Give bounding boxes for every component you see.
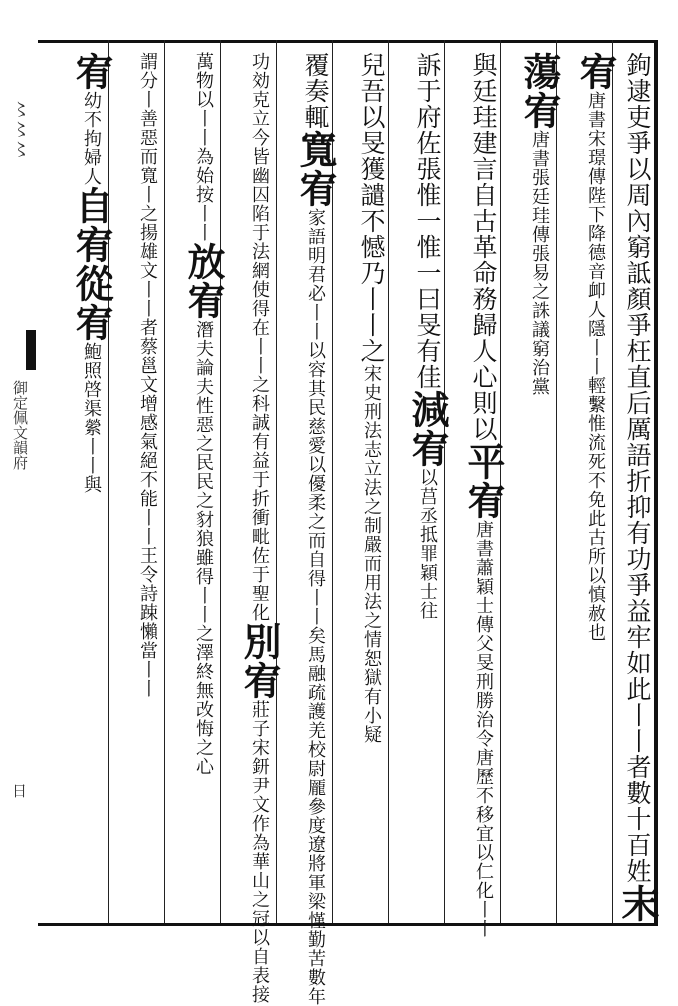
column-text: 莊子宋鈃尹文作為華山之冠以自表接 bbox=[249, 700, 270, 1004]
text-column bbox=[502, 52, 562, 912]
column-text: 功効克立今皆幽囚陷于法網使得在丨丨之科誠有益于折衝毗佐于聖化 bbox=[249, 52, 270, 622]
column-text: 兒吾以旻獲譴不憾乃丨丨之 bbox=[357, 52, 386, 364]
text-column bbox=[278, 52, 338, 1006]
headword: 自宥 bbox=[69, 186, 114, 264]
column-text: 唐書宋璟傳陛下降德音卹人隱丨丨輕繫惟流死不免此古所以慎赦也 bbox=[585, 91, 606, 642]
margin-block bbox=[26, 330, 36, 370]
column-rule bbox=[276, 40, 277, 923]
column-text: 唐書蕭穎士傳父旻刑勝治令唐歷不移宜以仁化丨丨 bbox=[473, 520, 494, 938]
text-column bbox=[166, 52, 226, 912]
headword: 減宥 bbox=[405, 390, 450, 468]
text-column bbox=[558, 52, 618, 912]
column-rule bbox=[612, 40, 613, 923]
headword: 從宥 bbox=[69, 264, 114, 342]
text-column bbox=[222, 52, 282, 1004]
column-text: 鉤逮吏爭以周內窮詆顏爭枉直后厲語折抑有功爭益牢如此丨丨者數十百姓 bbox=[623, 52, 652, 884]
column-text: 揚雄文丨丨者蔡邕文增感氣絕不能丨丨王令詩踈懶當丨丨 bbox=[137, 223, 158, 698]
headword: 末 bbox=[615, 884, 660, 923]
column-text: 家語明君必丨丨以容其民慈愛以優柔之而自得丨丨矣馬融疏護羌校尉龎參度遼將軍梁慬勤苦數年 bbox=[305, 208, 326, 1006]
column-rule bbox=[388, 40, 389, 923]
column-text: 宋史刑法志立法之制嚴而用法之情恕獄有小疑 bbox=[361, 364, 382, 744]
headword: 平宥 bbox=[461, 442, 506, 520]
column-text: 與廷珪建言自古革命務歸人心則以 bbox=[469, 52, 498, 442]
margin-book-title: 御定佩文韻府 bbox=[11, 380, 29, 470]
headword: 宥 bbox=[69, 52, 114, 91]
column-rule bbox=[556, 40, 557, 923]
column-text: 以莒丞抵罪穎士往 bbox=[417, 468, 438, 620]
column-text: 幼不拘婦人 bbox=[81, 91, 102, 186]
text-column bbox=[390, 52, 450, 912]
text-column bbox=[110, 52, 164, 912]
text-column bbox=[334, 52, 388, 912]
column-text: 鮑照啓渠縈丨丨與 bbox=[81, 342, 102, 494]
left-margin bbox=[0, 40, 38, 920]
column-rule bbox=[164, 40, 165, 923]
column-text: 訴于府佐張惟一惟一曰旻有佳 bbox=[413, 52, 442, 390]
column-text: 唐書張廷珪傳張易之誅議窮治黨 bbox=[529, 130, 550, 396]
text-column bbox=[614, 52, 660, 923]
margin-page-mark: 日 bbox=[12, 782, 28, 800]
column-rule bbox=[108, 40, 109, 923]
headword: 別宥 bbox=[237, 622, 282, 700]
column-text: 覆奏輒 bbox=[301, 52, 330, 130]
column-text: 潛夫論夫性惡之民民之豺狼雖得丨丨之澤終無改悔之心 bbox=[193, 320, 214, 776]
text-column bbox=[446, 52, 506, 938]
headword: 蕩宥 bbox=[517, 52, 562, 130]
headword: 放宥 bbox=[181, 242, 226, 320]
column-text: 謂分丨善惡而寬丨之 bbox=[137, 52, 158, 223]
text-column bbox=[56, 52, 114, 912]
column-rule bbox=[444, 40, 445, 923]
column-text: 萬物以丨丨為始按丨丨 bbox=[193, 52, 214, 242]
headword: 寬宥 bbox=[293, 130, 338, 208]
margin-marks: 〻〻〻 bbox=[9, 100, 30, 160]
headword: 宥 bbox=[573, 52, 618, 91]
column-rule bbox=[220, 40, 221, 923]
